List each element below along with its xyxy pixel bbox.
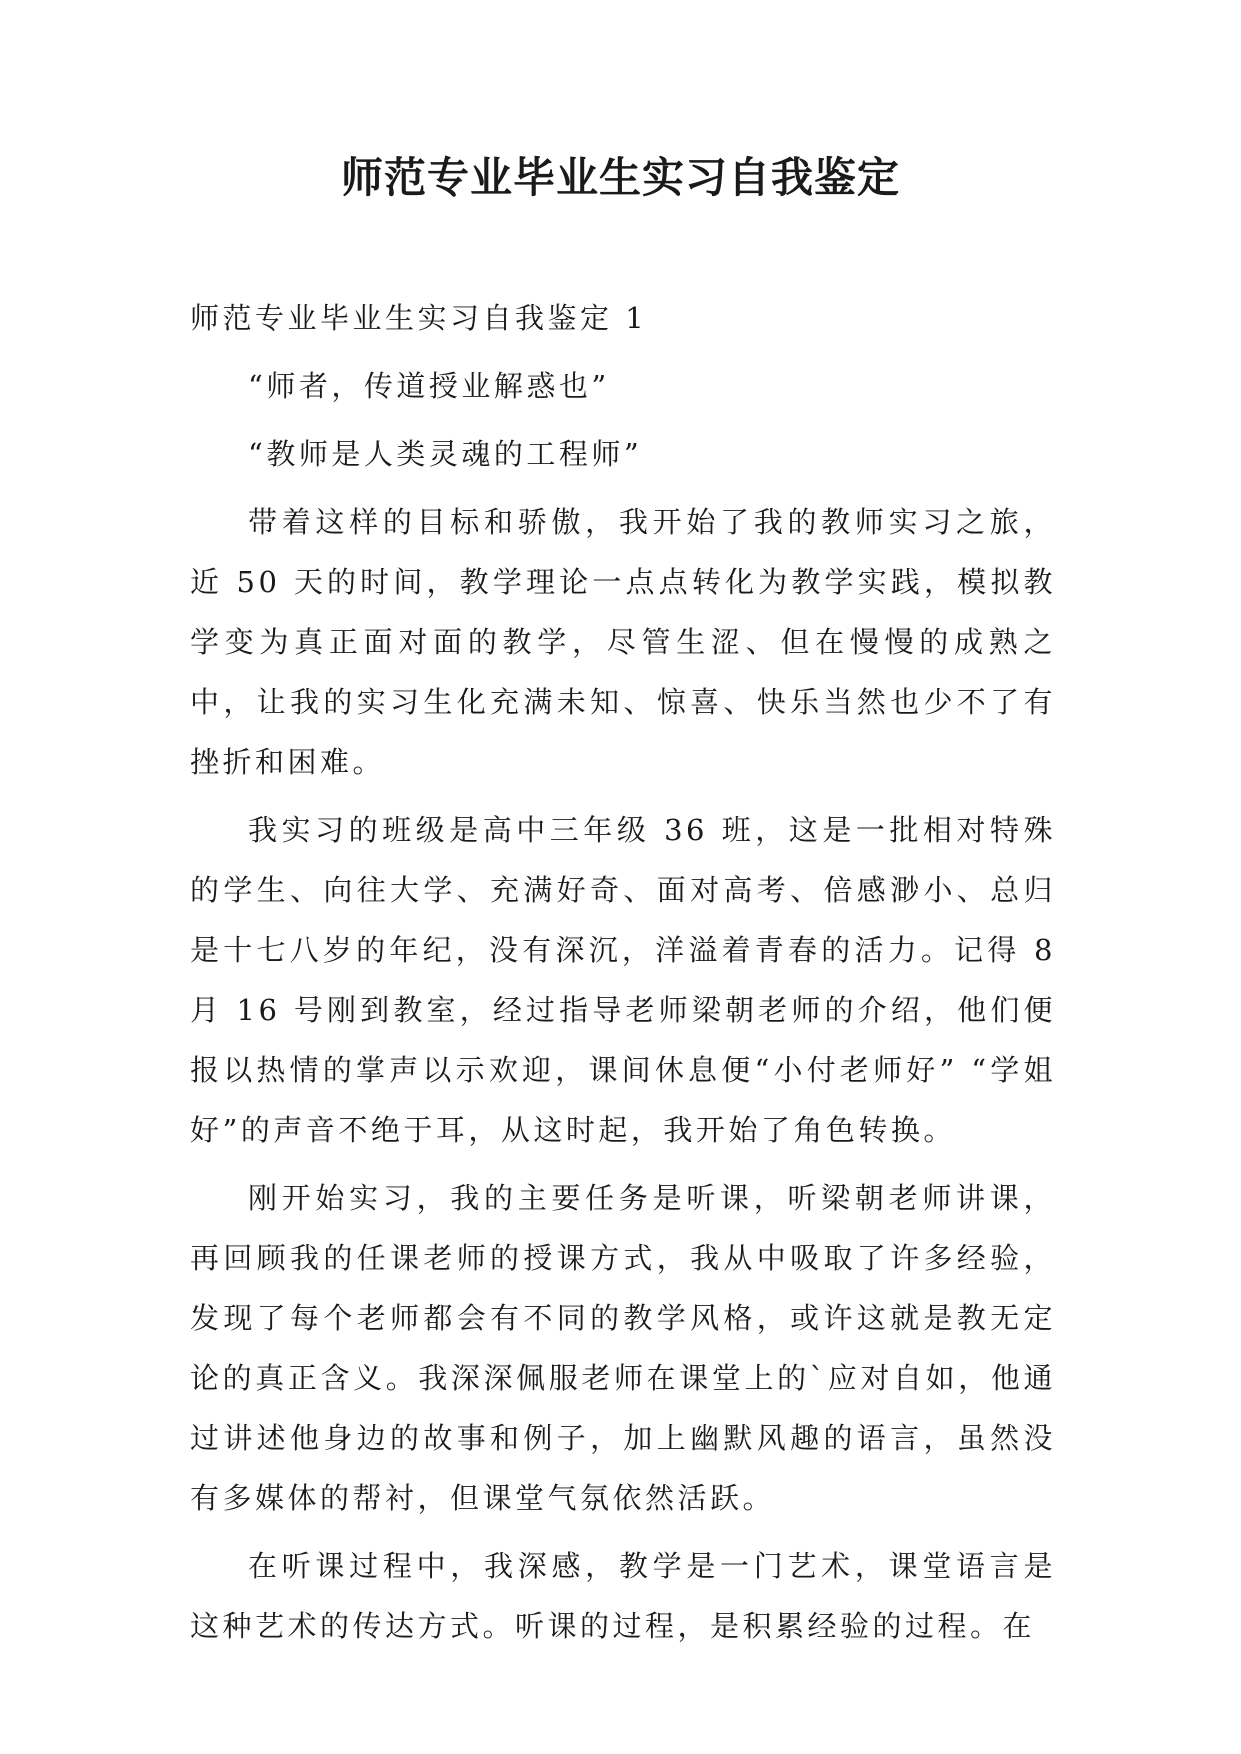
document-title: 师范专业毕业生实习自我鉴定 — [340, 153, 900, 202]
body-paragraph: 带着这样的目标和骄傲，我开始了我的教师实习之旅，近 50 天的时间，教学理论一点点转化为教学实践，模拟教学变为真正面对面的教学，尽管生涩、但在慢慢的成熟之中，让我的实习生化充满未知、惊喜、快乐当然也少不了有挫折和困难。 — [190, 505, 1056, 779]
quote-paragraph: “师者，传道授业解惑也” — [248, 369, 610, 403]
body-paragraph: 在听课过程中，我深感，教学是一门艺术，课堂语言是这种艺术的传达方式。听课的过程，是积累经验的过程。在 — [190, 1549, 1056, 1643]
body-paragraph: 我实习的班级是高中三年级 36 班，这是一批相对特殊的学生、向往大学、充满好奇、面对高考、倍感渺小、总归是十七八岁的年纪，没有深沉，洋溢着青春的活力。记得 8 月 16 号刚到教室，经过指导老师梁朝老师的介绍，他们便报以热情的掌声以示欢迎，课间休息便“小付老师好” “学姐好”的声音不绝于耳，从这时起，我开始了角色转换。 — [190, 813, 1056, 1147]
quote-paragraph: “教师是人类灵魂的工程师” — [248, 437, 643, 471]
section-heading: 师范专业毕业生实习自我鉴定 1 — [190, 301, 648, 335]
body-paragraph: 刚开始实习，我的主要任务是听课，听梁朝老师讲课，再回顾我的任课老师的授课方式，我从中吸取了许多经验，发现了每个老师都会有不同的教学风格，或许这就是教无定论的真正含义。我深深佩服老师在课堂上的`应对自如，他通过讲述他身边的故事和例子，加上幽默风趣的语言，虽然没有多媒体的帮衬，但课堂气氛依然活跃。 — [190, 1181, 1056, 1515]
document-body — [190, 288, 1056, 1664]
